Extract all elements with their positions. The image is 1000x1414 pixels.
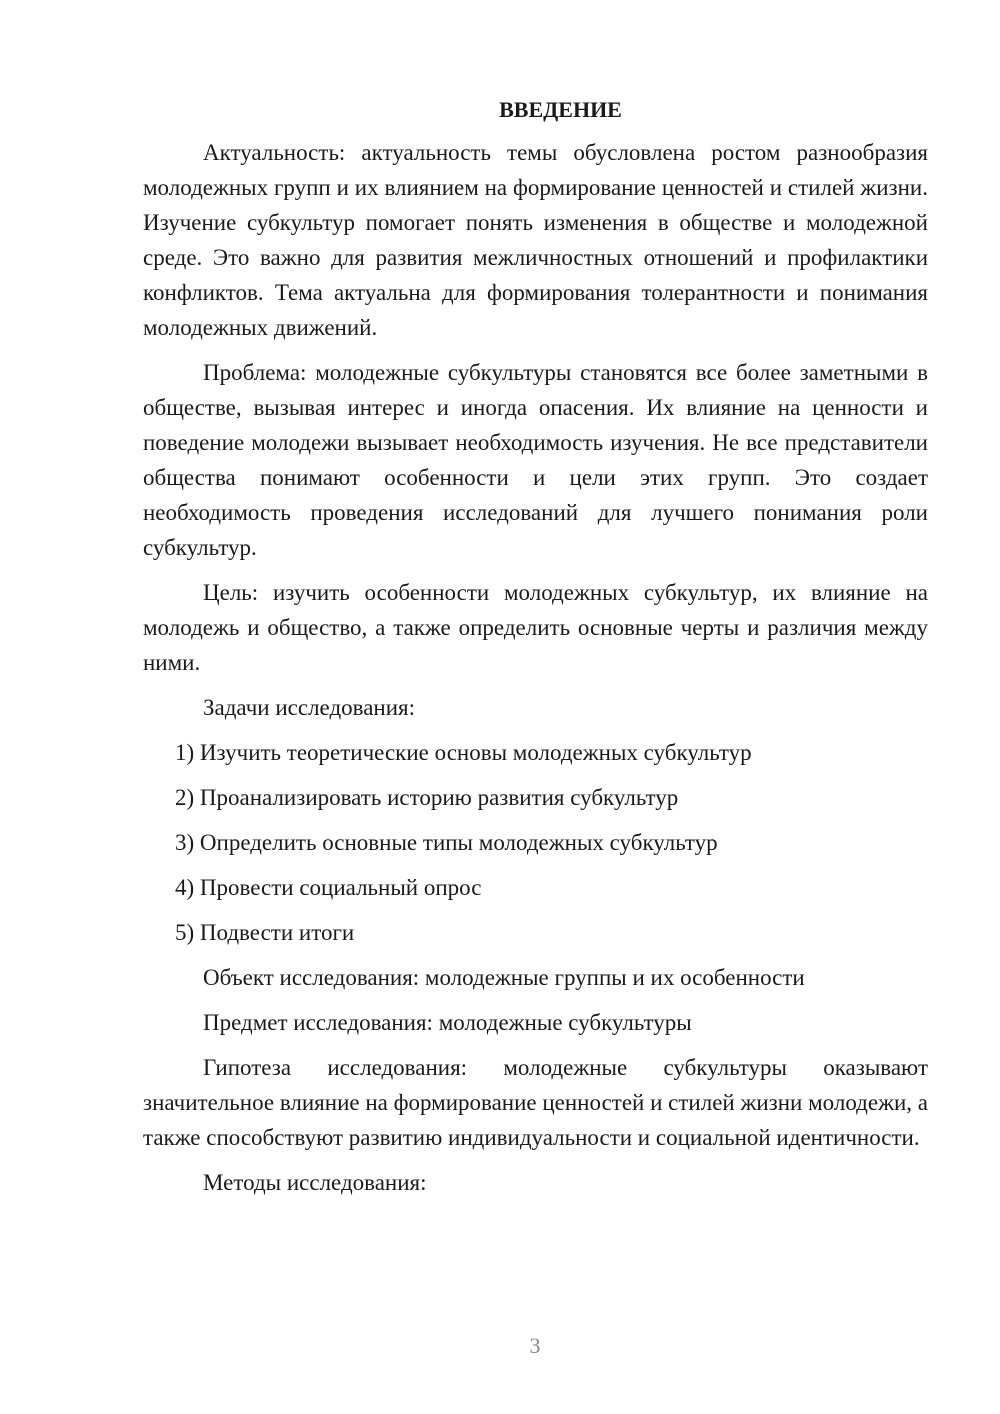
task-item: 2) Проанализировать историю развития субкультур (175, 785, 679, 810)
task-item: 3) Определить основные типы молодежных субкультур (175, 830, 718, 855)
task-item: 4) Провести социальный опрос (175, 875, 482, 900)
subject-paragraph: Предмет исследования: молодежные субкультуры (203, 1010, 692, 1035)
task-item: 1) Изучить теоретические основы молодежных субкультур (175, 740, 752, 765)
goal-paragraph: Цель: изучить особенности молодежных субкультур, их влияние на молодежь и общество, а также определить основные черты и различия между ними. (143, 580, 928, 675)
object-paragraph: Объект исследования: молодежные группы и их особенности (203, 965, 805, 990)
problem-paragraph: Проблема: молодежные субкультуры становятся все более заметными в обществе, вызывая интерес и иногда опасения. Их влияние на ценности и поведение молодежи вызывает необходимость изучения. Не все представители общества понимают особенности и цели этих групп. Это создает необходимость проведения исследований для лучшего понимания роли субкультур. (143, 360, 928, 560)
tasks-heading: Задачи исследования: (203, 695, 416, 720)
page-number: 3 (529, 1333, 541, 1358)
hypothesis-paragraph: Гипотеза исследования: молодежные субкультуры оказывают значительное влияние на формирование ценностей и стилей жизни молодежи, а также способствуют развитию индивидуальности и социальной идентичности. (143, 1055, 928, 1150)
section-heading: ВВЕДЕНИЕ (499, 97, 622, 122)
methods-heading: Методы исследования: (203, 1170, 427, 1195)
relevance-paragraph: Актуальность: актуальность темы обусловлена ростом разнообразия молодежных групп и их влиянием на формирование ценностей и стилей жизни. Изучение субкультур помогает понять изменения в обществе и молодежной среде. Это важно для развития межличностных отношений и профилактики конфликтов. Тема актуальна для формирования толерантности и понимания молодежных движений. (143, 140, 928, 340)
document-page (143, 92, 928, 1210)
task-item: 5) Подвести итоги (175, 920, 355, 945)
tasks-list (143, 735, 928, 950)
